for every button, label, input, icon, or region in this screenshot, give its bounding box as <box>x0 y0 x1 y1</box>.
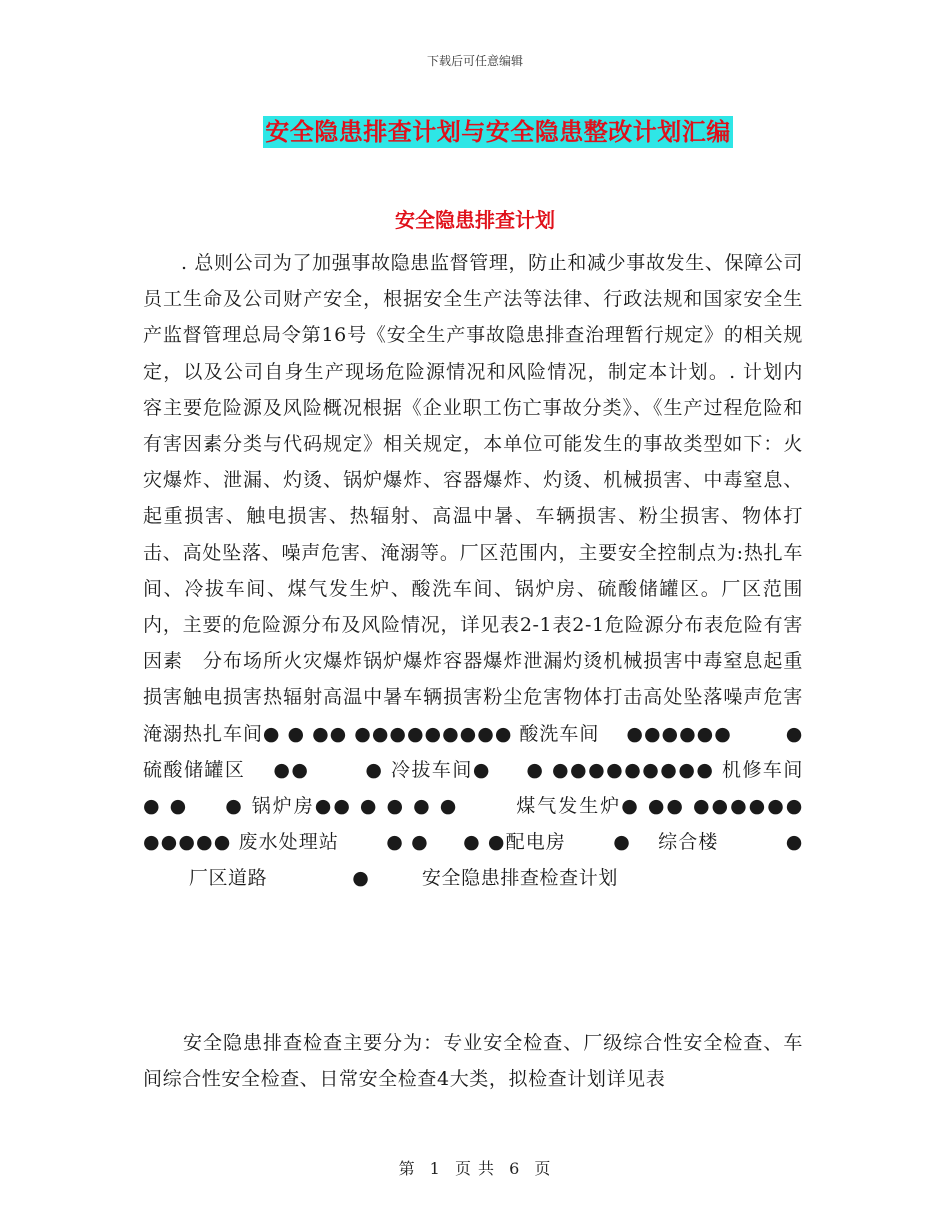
body-paragraph-2: 安全隐患排查检查主要分为：专业安全检查、厂级综合性安全检查、车间综合性安全检查、日常安全检查4大类，拟检查计划详见表 <box>143 1032 803 1091</box>
section-title: 安全隐患排查计划 <box>395 208 555 232</box>
footer-page-number: 1 <box>429 1159 441 1178</box>
footer-total-pages: 6 <box>509 1159 521 1178</box>
body-paragraph-1: . 总则公司为了加强事故隐患监督管理，防止和减少事故发生、保障公司员工生命及公司财产安全，根据安全生产法等法律、行政法规和国家安全生产监督管理总局令第16号《安全生产事故隐患排查治理暂行规定》的相关规定，以及公司自身生产现场危险源情况和风险情况，制定本计划。. 计划内容主要危险源及风险概况根据《企业职工伤亡事故分类》、《生产过程危险和有害因素分类与代码规定》相关规定，本单位可能发生的事故类型如下：火灾爆炸、泄漏、灼烫、锅炉爆炸、容器爆炸、灼烫、机械损害、中毒窒息、起重损害、触电损害、热辐射、高温中暑、车辆损害、粉尘损害、物体打击、高处坠落、噪声危害、淹溺等。厂区范围内，主要安全控制点为:热扎车间、冷拔车间、煤气发生炉、酸洗车间、锅炉房、硫酸储罐区。厂区范围内，主要的危险源分布及风险情况，详见表2-1表2-1危险源分布表危险有害因素 分布场所火灾爆炸锅炉爆炸容器爆炸泄漏灼烫机械损害中毒窒息起重损害触电损害热辐射高温中暑车辆损害粉尘危害物体打击高处坠落噪声危害淹溺热扎车间● ● ●● ●●●●●●●●● 酸洗车间 ●●●●●● ●硫酸储罐区 ●● ● 冷拔车间● ● ●●●●●●●●● 机修车间 ● ● ● 锅炉房●● ● ● ● ● 煤气发生炉● ●● ●●●●●● ●●●●● 废水处理站 ● ● ● ●配电房 ● 综合楼 ● 厂区道路 ● 安全隐患排查检查计划 <box>143 252 849 890</box>
document-title <box>0 112 950 147</box>
page-footer <box>0 1156 950 1179</box>
header-note: 下载后可任意编辑 <box>426 54 523 68</box>
footer-prefix: 第 <box>398 1159 416 1178</box>
document-title-text: 安全隐患排查计划与安全隐患整改计划汇编 <box>265 118 731 146</box>
footer-middle: 页 共 <box>454 1159 496 1178</box>
footer-suffix: 页 <box>534 1159 552 1178</box>
